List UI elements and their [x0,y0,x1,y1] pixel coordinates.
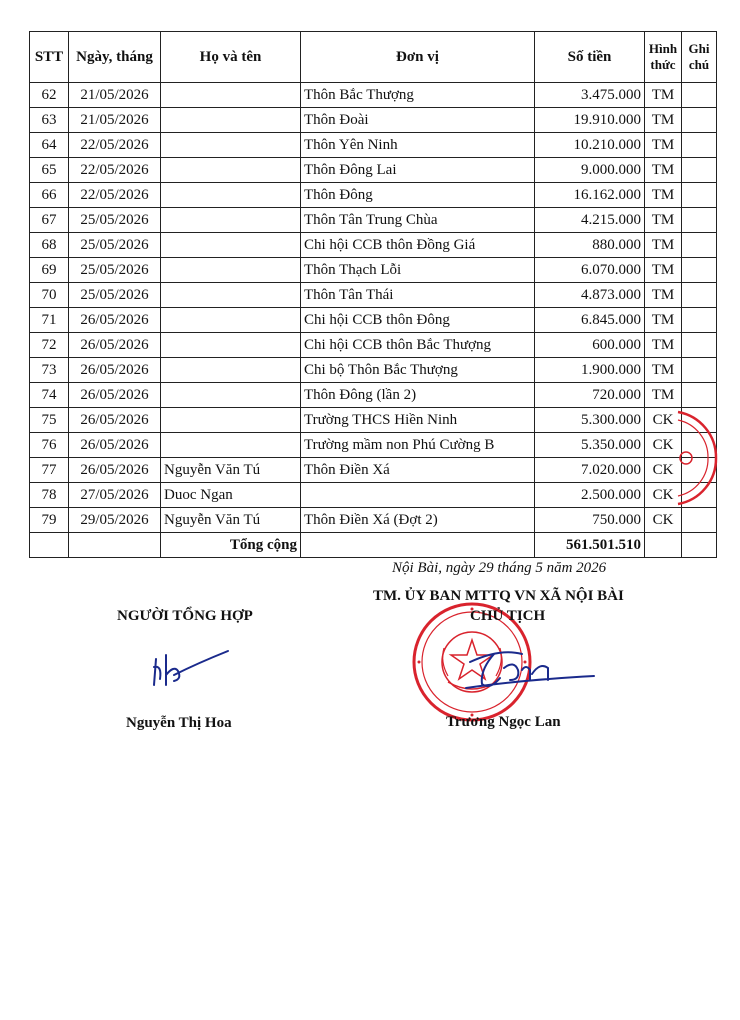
signature-left-icon [148,645,238,695]
row-date: 25/05/2026 [69,258,161,283]
row-method: TM [645,83,682,108]
row-unit: Thôn Bắc Thượng [301,83,535,108]
row-method: CK [645,458,682,483]
table-row [30,283,717,308]
row-note [682,383,717,408]
row-note [682,83,717,108]
header-date: Ngày, tháng [69,32,161,83]
table-row [30,458,717,483]
row-date: 21/05/2026 [69,108,161,133]
row-amount: 2.500.000 [535,483,645,508]
row-method: TM [645,308,682,333]
row-method: CK [645,433,682,458]
row-stt: 69 [30,258,69,283]
row-note [682,308,717,333]
row-note [682,333,717,358]
table-row [30,108,717,133]
stamp-partial-icon [676,408,720,508]
table-row [30,308,717,333]
place-date: Nội Bài, ngày 29 tháng 5 năm 2026 [392,560,607,576]
row-name [161,133,301,158]
row-note [682,508,717,533]
compiler-name: Nguyễn Thị Hoa [126,715,232,731]
row-note [682,133,717,158]
row-date: 26/05/2026 [69,358,161,383]
total-note-cell [682,533,717,558]
row-unit: Trường THCS Hiền Ninh [301,408,535,433]
row-note [682,358,717,383]
row-unit: Thôn Đông Lai [301,158,535,183]
row-name: Nguyễn Văn Tú [161,508,301,533]
row-stt: 71 [30,308,69,333]
row-amount: 6.070.000 [535,258,645,283]
row-amount: 19.910.000 [535,108,645,133]
row-date: 21/05/2026 [69,83,161,108]
row-method: TM [645,158,682,183]
table-row [30,158,717,183]
table-header-row [30,32,717,83]
chairman-role: CHỦ TỊCH [470,608,546,624]
row-method: TM [645,208,682,233]
table-row [30,433,717,458]
row-method: CK [645,408,682,433]
total-amount: 561.501.510 [535,533,645,558]
total-method-cell [645,533,682,558]
header-amount: Số tiền [535,32,645,83]
row-stt: 76 [30,433,69,458]
row-amount: 10.210.000 [535,133,645,158]
table-row [30,208,717,233]
row-name [161,308,301,333]
row-amount: 600.000 [535,333,645,358]
row-unit: Thôn Yên Ninh [301,133,535,158]
row-date: 22/05/2026 [69,183,161,208]
row-date: 26/05/2026 [69,458,161,483]
row-name [161,433,301,458]
row-unit: Thôn Điền Xá [301,458,535,483]
row-method: TM [645,358,682,383]
header-stt: STT [30,32,69,83]
row-name: Nguyễn Văn Tú [161,458,301,483]
row-amount: 16.162.000 [535,183,645,208]
donation-table [29,31,717,558]
row-unit [301,483,535,508]
row-method: TM [645,108,682,133]
committee-title: TM. ỦY BAN MTTQ VN XÃ NỘI BÀI [373,588,624,604]
signature-right-icon [460,640,600,700]
table-row [30,258,717,283]
header-note: Ghi chú [682,32,717,83]
table-row [30,183,717,208]
row-name [161,383,301,408]
row-name [161,208,301,233]
row-note [682,183,717,208]
row-name [161,183,301,208]
row-stt: 70 [30,283,69,308]
row-amount: 4.873.000 [535,283,645,308]
table-row [30,383,717,408]
row-amount: 5.300.000 [535,408,645,433]
row-stt: 65 [30,158,69,183]
row-method: CK [645,483,682,508]
row-name [161,233,301,258]
row-stt: 66 [30,183,69,208]
row-amount: 1.900.000 [535,358,645,383]
row-stt: 77 [30,458,69,483]
row-method: TM [645,233,682,258]
row-note [682,158,717,183]
row-note [682,233,717,258]
table-row [30,408,717,433]
row-date: 27/05/2026 [69,483,161,508]
row-unit: Thôn Tân Thái [301,283,535,308]
row-method: CK [645,508,682,533]
row-unit: Thôn Tân Trung Chùa [301,208,535,233]
table-row [30,133,717,158]
total-stt-cell [30,533,69,558]
row-unit: Thôn Điền Xá (Đợt 2) [301,508,535,533]
row-stt: 68 [30,233,69,258]
row-unit: Chi hội CCB thôn Đông [301,308,535,333]
row-date: 25/05/2026 [69,283,161,308]
row-date: 25/05/2026 [69,208,161,233]
table-row [30,483,717,508]
row-unit: Thôn Đoài [301,108,535,133]
total-date-cell [69,533,161,558]
row-unit: Thôn Thạch Lỗi [301,258,535,283]
chairman-name: Trương Ngọc Lan [446,714,561,730]
row-unit: Chi bộ Thôn Bắc Thượng [301,358,535,383]
row-amount: 4.215.000 [535,208,645,233]
table-row [30,233,717,258]
row-method: TM [645,283,682,308]
row-date: 26/05/2026 [69,333,161,358]
row-unit: Thôn Đông (lần 2) [301,383,535,408]
row-method: TM [645,258,682,283]
row-amount: 7.020.000 [535,458,645,483]
row-stt: 78 [30,483,69,508]
row-note [682,208,717,233]
row-unit: Thôn Đông [301,183,535,208]
row-stt: 73 [30,358,69,383]
row-date: 26/05/2026 [69,308,161,333]
row-date: 26/05/2026 [69,383,161,408]
row-name [161,333,301,358]
table-row [30,508,717,533]
row-date: 26/05/2026 [69,408,161,433]
row-method: TM [645,383,682,408]
row-date: 22/05/2026 [69,133,161,158]
table-row [30,333,717,358]
table-body [30,83,717,533]
row-amount: 5.350.000 [535,433,645,458]
row-name [161,158,301,183]
row-date: 22/05/2026 [69,158,161,183]
row-date: 26/05/2026 [69,433,161,458]
row-name [161,258,301,283]
table-row [30,83,717,108]
row-note [682,258,717,283]
row-date: 29/05/2026 [69,508,161,533]
row-name [161,283,301,308]
row-stt: 67 [30,208,69,233]
compiler-title: NGƯỜI TỔNG HỢP [117,608,253,624]
row-name [161,408,301,433]
row-unit: Chi hội CCB thôn Bắc Thượng [301,333,535,358]
row-unit: Chi hội CCB thôn Đồng Giá [301,233,535,258]
row-note [682,108,717,133]
row-amount: 750.000 [535,508,645,533]
row-name [161,108,301,133]
row-note [682,283,717,308]
header-unit: Đơn vị [301,32,535,83]
row-stt: 64 [30,133,69,158]
row-stt: 63 [30,108,69,133]
row-amount: 720.000 [535,383,645,408]
row-stt: 79 [30,508,69,533]
total-unit-cell [301,533,535,558]
row-date: 25/05/2026 [69,233,161,258]
row-method: TM [645,333,682,358]
row-unit: Trường mầm non Phú Cường B [301,433,535,458]
header-name: Họ và tên [161,32,301,83]
row-stt: 62 [30,83,69,108]
total-label: Tổng cộng [161,533,301,558]
table-row [30,358,717,383]
header-method: Hình thức [645,32,682,83]
row-amount: 3.475.000 [535,83,645,108]
row-method: TM [645,183,682,208]
row-method: TM [645,133,682,158]
row-stt: 74 [30,383,69,408]
row-name [161,358,301,383]
row-amount: 9.000.000 [535,158,645,183]
row-amount: 6.845.000 [535,308,645,333]
row-stt: 75 [30,408,69,433]
total-row [30,533,717,558]
row-amount: 880.000 [535,233,645,258]
row-stt: 72 [30,333,69,358]
row-name: Duoc Ngan [161,483,301,508]
row-name [161,83,301,108]
